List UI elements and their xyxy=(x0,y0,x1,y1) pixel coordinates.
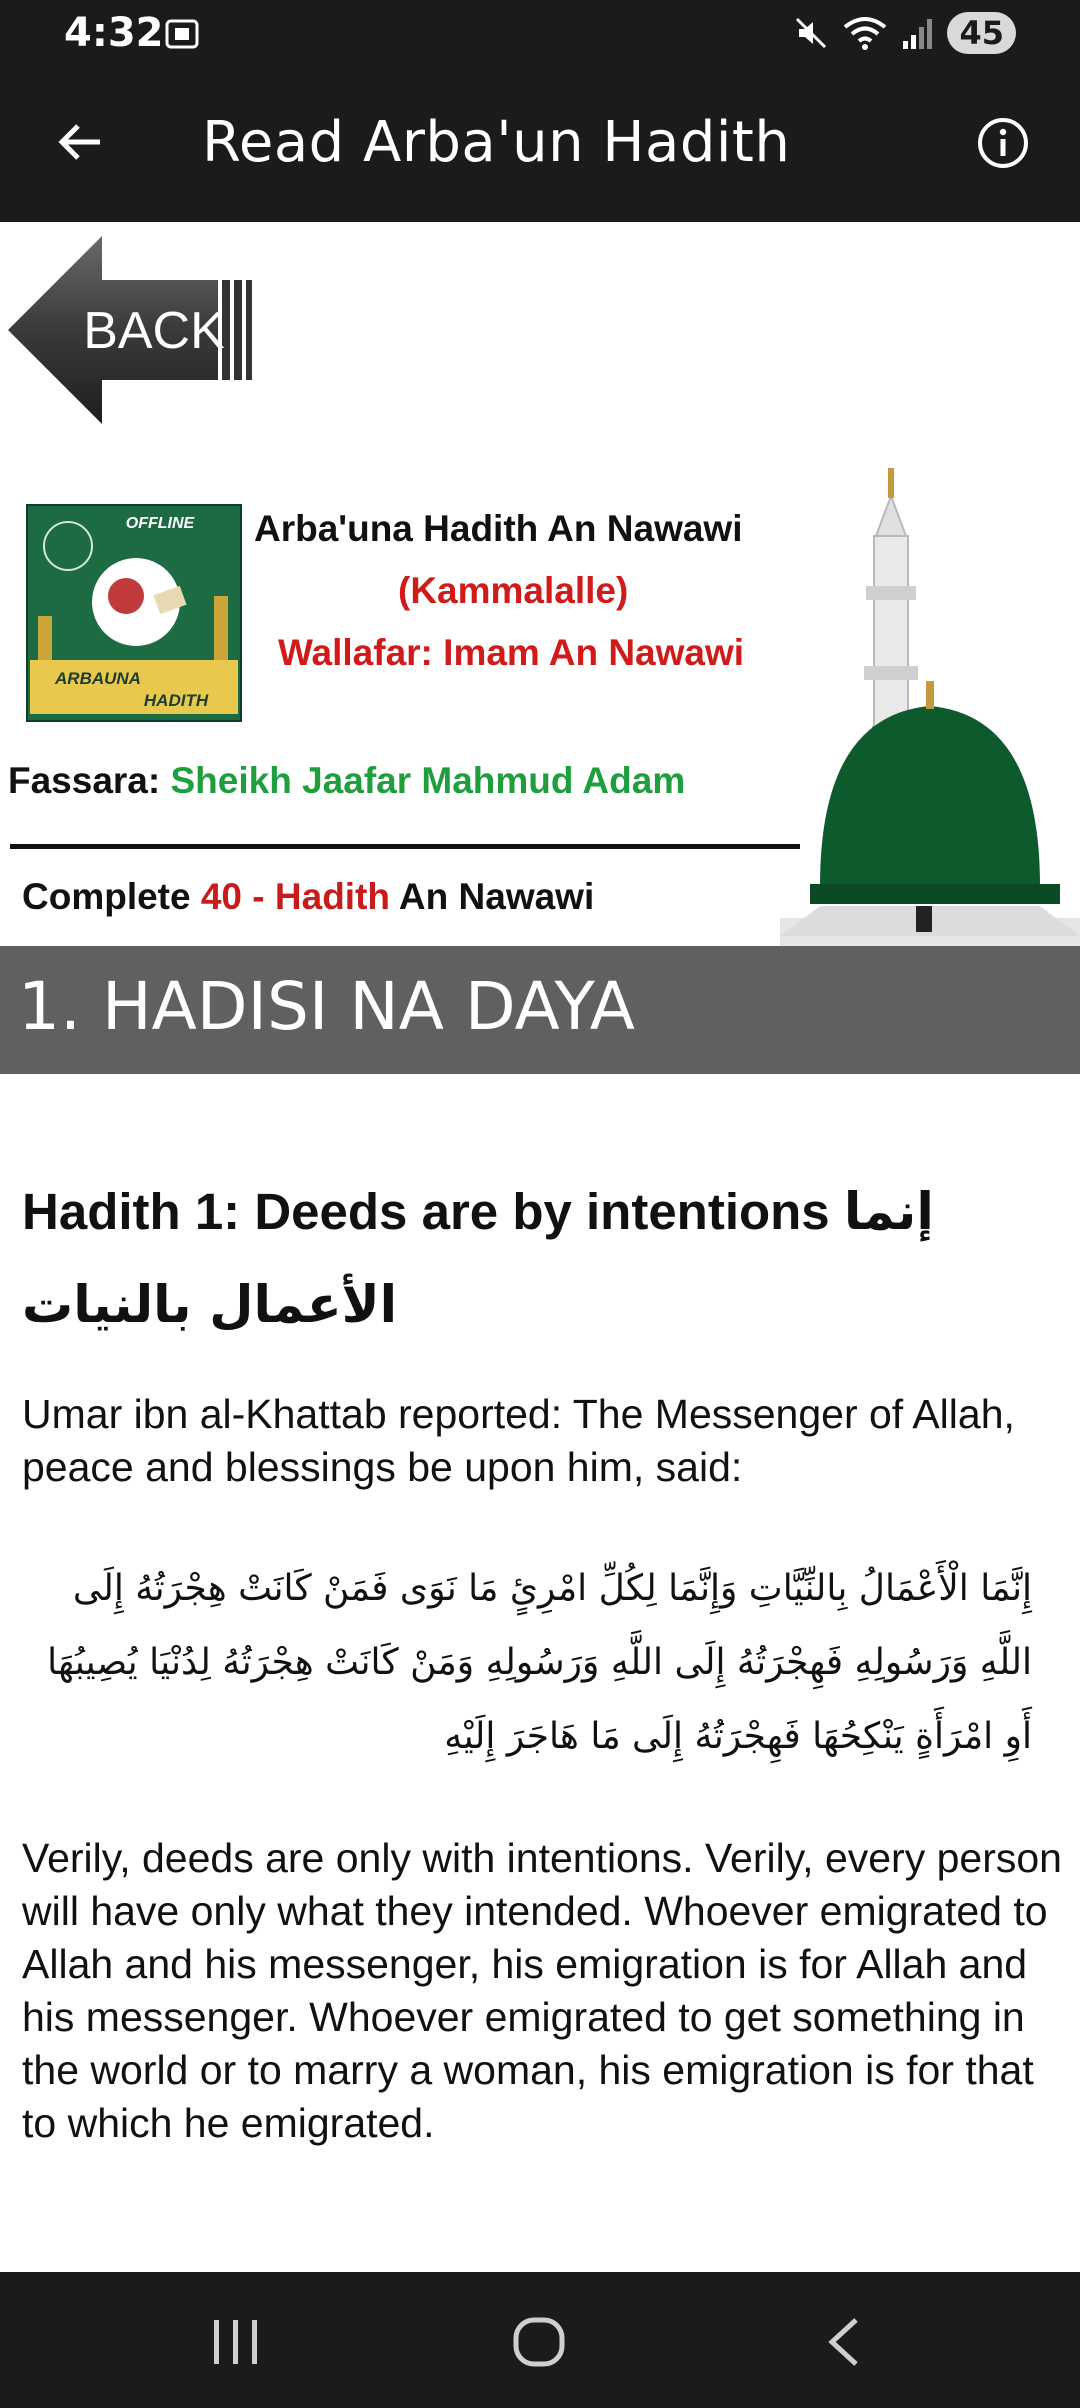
complete-highlight: 40 - Hadith xyxy=(200,876,390,917)
hadith-intro: Umar ibn al-Khattab reported: The Messenger of Allah, peace and blessings be upon him, said: xyxy=(22,1391,1015,1490)
app-bar xyxy=(0,66,1080,222)
recents-icon[interactable] xyxy=(208,2316,264,2368)
hadith-translation: Verily, deeds are only with intentions. Verily, every person will have only what they intended. Whoever emigrated to Allah and his messenger, his emigration is for Allah and his messenger. Whoever emigrated to get something in the world or to marry a woman, his emigration is for that to which he emigrated. xyxy=(22,1835,1062,2146)
info-icon[interactable] xyxy=(976,116,1030,170)
status-time: 4:32 xyxy=(64,10,164,56)
battery-icon: 45 xyxy=(947,12,1016,54)
logo-hadith-text: HADITH xyxy=(143,691,209,710)
banner-subtitle: (Kammalalle) xyxy=(398,570,629,611)
screenshot-icon xyxy=(164,16,200,52)
hadith-title-en: Hadith 1: Deeds are by intentions xyxy=(22,1183,830,1240)
back-button-label: BACK xyxy=(83,302,225,360)
complete-prefix: Complete xyxy=(22,876,191,917)
translator-name: Sheikh Jaafar Mahmud Adam xyxy=(170,760,686,801)
section-header xyxy=(0,946,1080,1074)
home-icon[interactable] xyxy=(510,2316,570,2368)
system-nav-bar xyxy=(0,2272,1080,2408)
banner-title: Arba'una Hadith An Nawawi xyxy=(254,508,743,549)
banner-divider xyxy=(10,844,800,849)
hadith-banner xyxy=(0,222,1080,944)
banner-translator xyxy=(8,760,685,802)
back-icon[interactable] xyxy=(818,2316,870,2368)
content-scroll-area[interactable] xyxy=(0,222,1080,2272)
banner-author: Wallafar: Imam An Nawawi xyxy=(278,632,745,673)
hadith-title xyxy=(22,1166,1062,1352)
page-title: Read Arba'un Hadith xyxy=(202,110,791,175)
mosque-dome-illustration xyxy=(780,466,1080,946)
translator-label: Fassara: xyxy=(8,760,161,801)
hadith-title-ar: إنما الأعمال بالنيات xyxy=(22,1183,934,1335)
mute-icon xyxy=(793,15,829,51)
complete-suffix: An Nawawi xyxy=(398,876,595,917)
logo-arbauna-text: ARBAUNA xyxy=(55,669,141,688)
section-title: 1. HADISI NA DAYA xyxy=(18,968,635,1045)
hadith-arabic-text: إِنَّمَا الْأَعْمَالُ بِالنِّيَّاتِ وَإِنَّمَا لِكُلِّ امْرِئٍ مَا نَوَى فَمَنْ كَانَتْ هِجْرَتُهُ إِلَى اللَّهِ وَرَسُولِهِ فَهِجْرَتُهُ إِلَى اللَّهِ وَرَسُولِهِ وَمَنْ كَانَتْ هِجْرَتُهُ لِدُنْيَا يُصِيبُهَا أَوِ امْرَأَةٍ يَنْكِحُهَا فَهِجْرَتُهُ إِلَى مَا هَاجَرَ إِلَيْهِ xyxy=(47,1568,1032,1757)
logo-offline-text: OFFLINE xyxy=(125,515,195,532)
status-bar xyxy=(0,0,1080,66)
wifi-icon xyxy=(843,15,887,51)
app-logo xyxy=(26,504,242,722)
arrow-left-icon[interactable] xyxy=(54,116,106,168)
banner-complete xyxy=(22,876,594,918)
signal-icon xyxy=(901,15,933,51)
